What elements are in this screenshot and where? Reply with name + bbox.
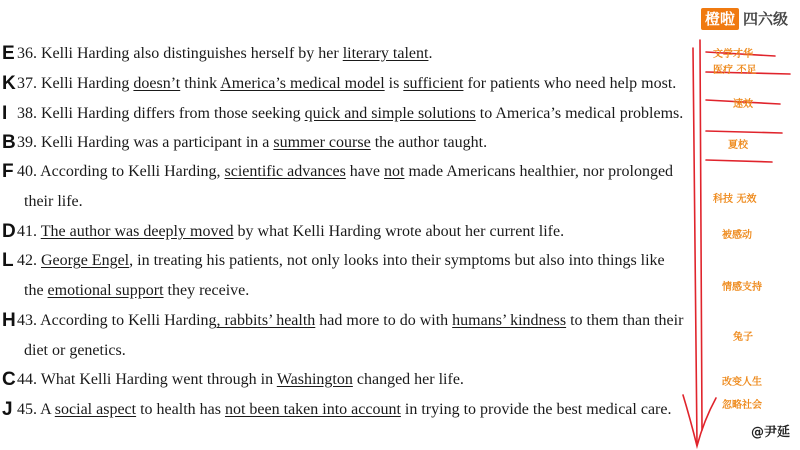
text-segment: 45. A xyxy=(17,401,55,418)
question-text xyxy=(24,276,249,306)
underlined-phrase: The author was deeply moved xyxy=(40,223,234,240)
underlined-phrase: social aspect xyxy=(54,401,137,418)
underlined-phrase: literary talent xyxy=(342,45,429,62)
text-segment: . xyxy=(428,45,433,62)
annotation-40: 科技 无效 xyxy=(713,194,757,205)
text-segment: 40. According to Kelli Harding, xyxy=(17,163,225,180)
brand-name: 四六级 xyxy=(742,10,788,28)
answer-letter: F xyxy=(2,161,14,182)
answer-letter: C xyxy=(2,369,16,390)
underlined-phrase: emotional support xyxy=(47,282,164,299)
underlined-phrase: scientific advances xyxy=(224,163,346,180)
annotation-43: 兔子 xyxy=(733,332,753,343)
brand-badge: 橙啦 xyxy=(701,8,739,30)
question-text xyxy=(17,395,671,425)
text-segment: 39. Kelli Harding was a participant in a xyxy=(17,134,274,151)
question-text xyxy=(17,128,487,158)
underlined-phrase: , rabbits’ health xyxy=(216,312,316,329)
text-segment: the author taught. xyxy=(370,134,488,151)
text-segment: changed her life. xyxy=(352,371,464,388)
underlined-phrase: humans’ kindness xyxy=(452,312,567,329)
text-segment: had more to do with xyxy=(315,312,453,329)
question-text xyxy=(17,99,683,129)
question-text xyxy=(17,39,432,69)
question-text xyxy=(17,246,665,276)
answer-letter: E xyxy=(2,43,15,64)
text-segment: to health has xyxy=(136,401,225,418)
question-text xyxy=(17,157,673,187)
text-segment: have xyxy=(345,163,384,180)
underlined-phrase: George Engel xyxy=(41,252,130,269)
question-text xyxy=(17,69,676,99)
underlined-phrase: summer course xyxy=(273,134,371,151)
watermark: @尹延 xyxy=(750,425,790,440)
underlined-phrase: quick and simple solutions xyxy=(304,105,476,122)
annotation-44: 改变人生 xyxy=(722,377,762,388)
answer-letter: H xyxy=(2,310,16,331)
text-segment: their life. xyxy=(24,193,83,210)
annotation-42: 情感支持 xyxy=(722,282,762,293)
text-segment: , in treating his patients, not only looks into their symptoms but also into things like xyxy=(129,252,665,269)
answer-letter: L xyxy=(2,250,14,271)
question-text xyxy=(17,365,464,395)
question-text xyxy=(24,336,126,366)
text-segment: to them than their xyxy=(566,312,684,329)
text-segment: 37. Kelli Harding xyxy=(17,75,134,92)
text-segment: by what Kelli Harding wrote about her current life. xyxy=(233,223,565,240)
underlined-phrase: sufficient xyxy=(403,75,464,92)
text-segment: diet or genetics. xyxy=(24,342,126,359)
annotation-38: 速效 xyxy=(733,99,753,110)
underlined-phrase: America’s medical model xyxy=(220,75,385,92)
text-segment: 36. Kelli Harding also distinguishes herself by her xyxy=(17,45,343,62)
annotation-39: 夏校 xyxy=(728,140,748,151)
answer-letter: D xyxy=(2,221,16,242)
annotation-37: 医疗 不足 xyxy=(713,65,757,76)
answer-letter: J xyxy=(2,399,13,420)
annotation-36: 文学才华 xyxy=(713,49,753,60)
answer-letter: B xyxy=(2,132,16,153)
text-segment: think xyxy=(180,75,221,92)
text-segment: 38. Kelli Harding differs from those seeking xyxy=(17,105,305,122)
text-segment: 42. xyxy=(17,252,41,269)
text-segment: for patients who need help most. xyxy=(463,75,677,92)
underlined-phrase: not xyxy=(384,163,405,180)
underlined-phrase: not been taken into account xyxy=(224,401,401,418)
text-segment: 44. What Kelli Harding went through in xyxy=(17,371,277,388)
annotation-45: 忽略社会 xyxy=(722,400,762,411)
text-segment: the xyxy=(24,282,48,299)
answer-letter: I xyxy=(2,103,8,124)
text-segment: to America’s medical problems. xyxy=(475,105,684,122)
text-segment: 41. xyxy=(17,223,41,240)
annotation-41: 被感动 xyxy=(722,230,752,241)
text-segment: in trying to provide the best medical care. xyxy=(400,401,672,418)
brand-logo xyxy=(701,8,788,30)
underlined-phrase: Washington xyxy=(276,371,353,388)
text-segment: they receive. xyxy=(163,282,250,299)
question-text xyxy=(17,217,564,247)
text-segment: is xyxy=(384,75,404,92)
underlined-phrase: doesn’t xyxy=(133,75,181,92)
text-segment: made Americans healthier, nor prolonged xyxy=(404,163,674,180)
text-segment: 43. According to Kelli Harding xyxy=(17,312,217,329)
question-text xyxy=(24,187,83,217)
answer-letter: K xyxy=(2,73,16,94)
question-text xyxy=(17,306,683,336)
